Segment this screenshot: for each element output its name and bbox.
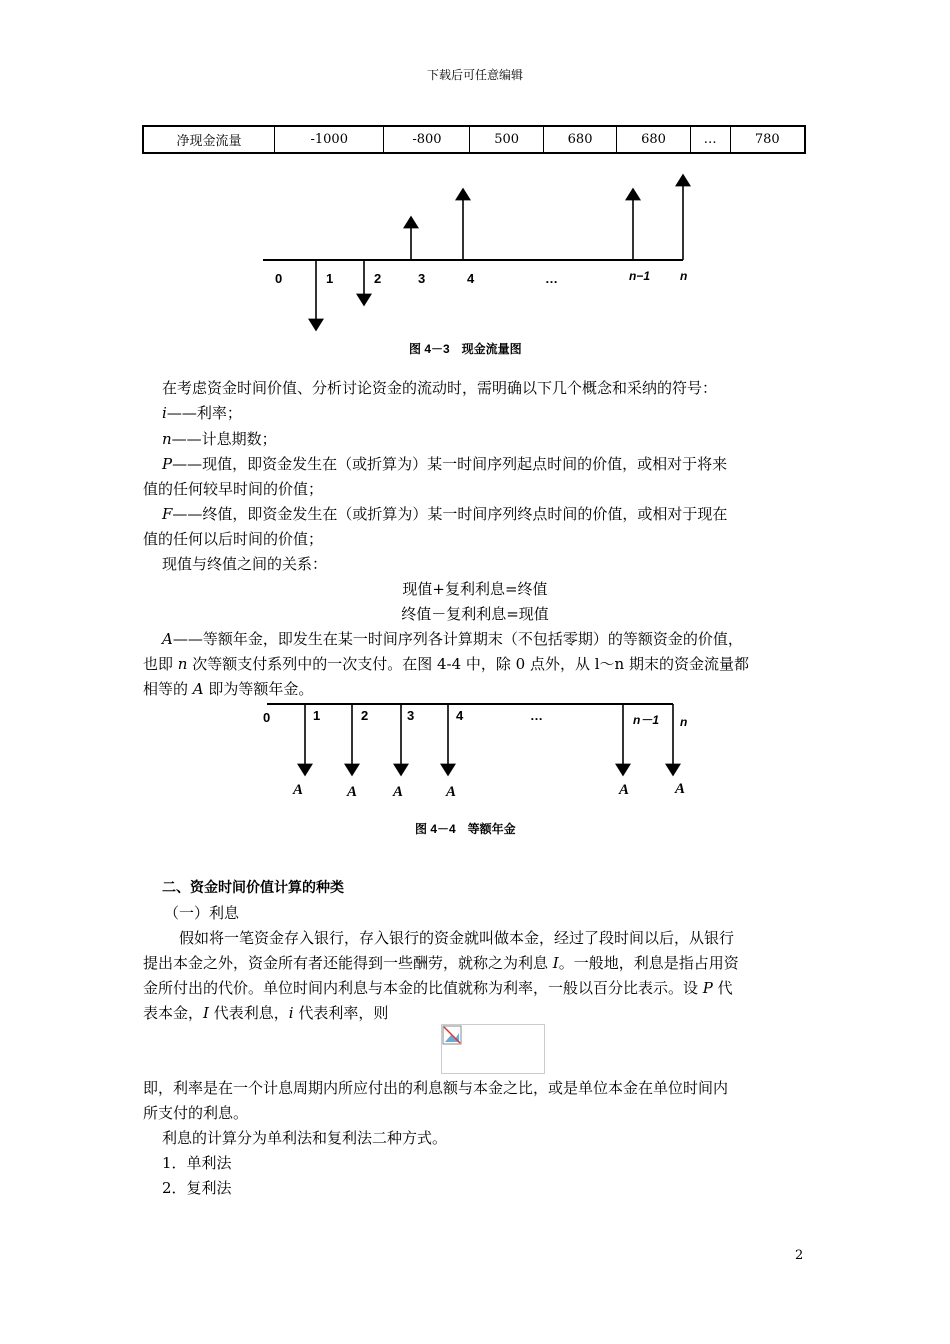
text: 即为等额年金。 — [203, 680, 314, 698]
paragraph: 利息的计算分为单利法和复利法二种方式。 — [162, 1129, 448, 1147]
paragraph — [143, 976, 807, 1001]
paragraph — [143, 951, 807, 976]
annuity-label: A — [619, 782, 630, 798]
definition-p — [143, 452, 826, 477]
definition-p-cont: 值的任何较早时间的价值； — [143, 480, 324, 498]
annuity-label: A — [393, 784, 404, 800]
paragraph: 在考虑资金时间价值、分析讨论资金的流动时，需明确以下几个概念和采纳的符号： — [162, 379, 718, 397]
definition-a-cont — [143, 677, 807, 702]
tick-label: 3 — [418, 271, 426, 286]
definition-text: ——终值，即资金发生在（或折算为）某一时间序列终点时间的价值，或相对于现在 — [172, 505, 728, 523]
annuity-label: A — [675, 781, 686, 797]
cash-flow-diagram — [255, 170, 695, 360]
definition-n — [143, 427, 826, 452]
definition-text: ——计息期数； — [171, 430, 277, 448]
text: 提出本金之外，资金所有者还能得到一些酬劳，就称之为利息 — [143, 954, 553, 972]
table-cell: -1000 — [275, 126, 384, 153]
equation: 现值+复利利息=终值 — [402, 580, 548, 598]
text: 也即 — [143, 655, 178, 673]
annuity-diagram — [255, 700, 700, 845]
paragraph: 假如将一笔资金存入银行，存入银行的资金就叫做本金，经过了段时间以后，从银行 — [179, 929, 735, 947]
table-cell: 680 — [617, 126, 690, 153]
definition-a — [143, 627, 826, 652]
definition-i — [143, 401, 826, 426]
definition-text: ——等额年金，即发生在某一时间序列各计算期末（不包括零期）的等额资金的价值， — [172, 630, 743, 648]
symbol: P — [702, 979, 713, 997]
tick-label: 2 — [361, 708, 369, 723]
definition-f — [143, 502, 826, 527]
broken-image-placeholder — [441, 1024, 545, 1074]
tick-label: … — [545, 271, 558, 286]
text: 。一般地，利息是指占用资 — [558, 954, 739, 972]
symbol: n — [162, 430, 172, 448]
annuity-label: A — [293, 782, 304, 798]
definition-text: ——利率； — [166, 404, 242, 422]
list-item: 1．单利法 — [162, 1154, 232, 1172]
page-header: 下载后可任意编辑 — [426, 68, 523, 82]
symbol: F — [162, 505, 173, 523]
tick-label: 0 — [263, 710, 271, 725]
section-title: 二、资金时间价值计算的种类 — [162, 880, 344, 896]
tick-label: 1 — [313, 708, 321, 723]
symbol: i — [288, 1004, 294, 1022]
cash-flow-table — [142, 125, 806, 154]
tick-label: 1 — [326, 271, 334, 286]
subsection-title: （一）利息 — [164, 904, 240, 922]
symbol: i — [162, 404, 167, 422]
symbol: I — [203, 1004, 209, 1022]
table-cell: 780 — [730, 126, 805, 153]
definition-text: ——现值，即资金发生在（或折算为）某一时间序列起点时间的价值，或相对于将来 — [172, 455, 728, 473]
text: 代 — [712, 979, 733, 997]
text: 金所付出的代价。单位时间内利息与本金的比值就称为利率，一般以百分比表示。设 — [143, 979, 703, 997]
text: 次等额支付系列中的一次支付。在图 4-4 中，除 0 点外，从 l～n 期末的资金流量都 — [187, 655, 749, 673]
table-cell: 680 — [543, 126, 616, 153]
definition-f-cont: 值的任何以后时间的价值； — [143, 530, 324, 548]
tick-label: 0 — [275, 271, 283, 286]
symbol: P — [162, 455, 173, 473]
symbol: A — [192, 680, 204, 698]
table-cell: -800 — [384, 126, 470, 153]
tick-label: n — [680, 269, 688, 283]
annuity-label: A — [446, 784, 457, 800]
tick-label: 4 — [456, 708, 464, 723]
tick-label: n－1 — [633, 713, 660, 727]
page-number: 2 — [795, 1248, 804, 1263]
figure-caption: 图 4－4 等额年金 — [415, 822, 516, 836]
paragraph: 现值与终值之间的关系： — [162, 555, 328, 573]
figure-caption: 图 4－3 现金流量图 — [409, 342, 522, 356]
equation: 终值－复利利息=现值 — [401, 605, 549, 623]
tick-label: n−1 — [629, 269, 651, 283]
text: 相等的 — [143, 680, 193, 698]
paragraph: 所支付的利息。 — [143, 1104, 249, 1122]
table-row — [143, 126, 805, 153]
broken-image-icon — [442, 1025, 462, 1045]
symbol: I — [552, 954, 559, 972]
tick-label: 4 — [467, 271, 475, 286]
table-cell: 500 — [470, 126, 543, 153]
tick-label: n — [680, 715, 688, 729]
symbol: n — [177, 655, 188, 673]
annuity-label: A — [347, 784, 358, 800]
text: 表本金， — [143, 1004, 204, 1022]
text: 代表利率，则 — [293, 1004, 389, 1022]
paragraph: 即，利率是在一个计息周期内所应付出的利息额与本金之比，或是单位本金在单位时间内 — [143, 1079, 729, 1097]
tick-label: 2 — [374, 271, 382, 286]
table-cell: … — [690, 126, 730, 153]
symbol: A — [162, 630, 173, 648]
list-item: 2．复利法 — [162, 1179, 232, 1197]
tick-label: … — [530, 708, 543, 723]
table-row-label: 净现金流量 — [143, 126, 275, 153]
definition-a-cont — [143, 652, 807, 677]
tick-label: 3 — [407, 708, 415, 723]
text: 代表利息， — [208, 1004, 289, 1022]
paragraph — [143, 1001, 807, 1026]
